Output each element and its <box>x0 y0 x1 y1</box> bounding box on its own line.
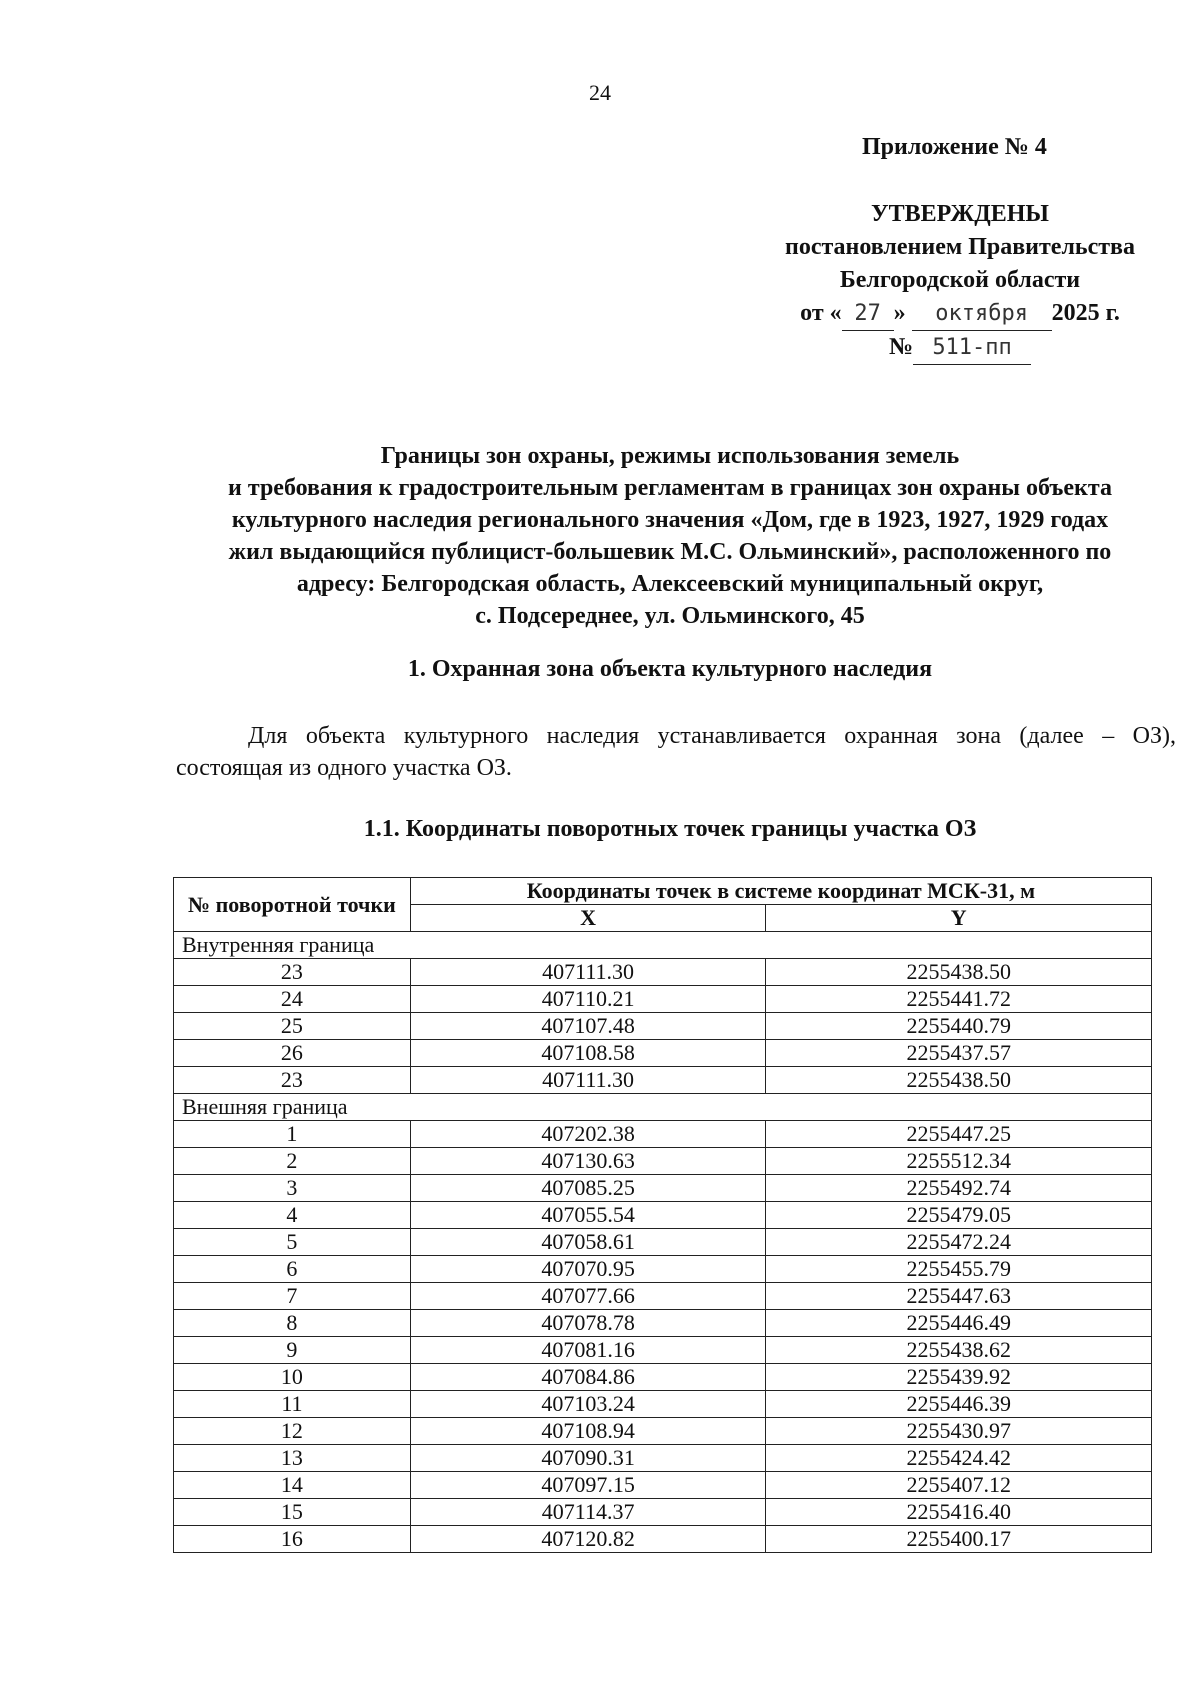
y-coordinate-cell: 2255441.72 <box>766 986 1152 1013</box>
table-row <box>174 1121 1152 1148</box>
y-coordinate-cell: 2255492.74 <box>766 1175 1152 1202</box>
y-coordinate-cell: 2255439.92 <box>766 1364 1152 1391</box>
point-number-cell: 25 <box>174 1013 411 1040</box>
title-line: Границы зон охраны, режимы использования земель <box>380 443 960 469</box>
y-coordinate-cell: 2255438.50 <box>766 959 1152 986</box>
point-number-cell: 15 <box>174 1499 411 1526</box>
point-number-cell: 1 <box>174 1121 411 1148</box>
y-coordinate-cell: 2255416.40 <box>766 1499 1152 1526</box>
point-number-cell: 9 <box>174 1337 411 1364</box>
x-coordinate-cell: 407202.38 <box>410 1121 766 1148</box>
table-row <box>174 1148 1152 1175</box>
point-number-cell: 12 <box>174 1418 411 1445</box>
x-coordinate-cell: 407108.58 <box>410 1040 766 1067</box>
x-coordinate-cell: 407107.48 <box>410 1013 766 1040</box>
point-number-cell: 26 <box>174 1040 411 1067</box>
y-coordinate-cell: 2255438.62 <box>766 1337 1152 1364</box>
point-number-cell: 8 <box>174 1310 411 1337</box>
x-coordinate-cell: 407120.82 <box>410 1526 766 1553</box>
y-coordinate-cell: 2255438.50 <box>766 1067 1152 1094</box>
x-coordinate-cell: 407111.30 <box>410 1067 766 1094</box>
point-number-cell: 7 <box>174 1283 411 1310</box>
title-line: адресу: Белгородская область, Алексеевский муниципальный округ, <box>296 571 1044 597</box>
y-coordinate-cell: 2255447.25 <box>766 1121 1152 1148</box>
point-number-cell: 23 <box>174 959 411 986</box>
coordinates-table <box>173 877 1152 1553</box>
group-row <box>174 932 1152 959</box>
table-body <box>174 932 1152 1553</box>
table-row <box>174 1391 1152 1418</box>
point-number-cell: 14 <box>174 1472 411 1499</box>
header-y: Y <box>766 905 1152 932</box>
x-coordinate-cell: 407097.15 <box>410 1472 766 1499</box>
point-number-cell: 5 <box>174 1229 411 1256</box>
point-number-cell: 4 <box>174 1202 411 1229</box>
table-row <box>174 1040 1152 1067</box>
table-row <box>174 1418 1152 1445</box>
y-coordinate-cell: 2255472.24 <box>766 1229 1152 1256</box>
point-number-cell: 24 <box>174 986 411 1013</box>
x-coordinate-cell: 407055.54 <box>410 1202 766 1229</box>
approved-by-line2: Белгородской области <box>839 267 1081 293</box>
table-row <box>174 986 1152 1013</box>
date-prefix: от « <box>800 300 842 326</box>
date-month: октября <box>912 297 1052 331</box>
table-row <box>174 1229 1152 1256</box>
x-coordinate-cell: 407058.61 <box>410 1229 766 1256</box>
date-year: 2025 г. <box>1051 300 1120 326</box>
table-row <box>174 1256 1152 1283</box>
y-coordinate-cell: 2255440.79 <box>766 1013 1152 1040</box>
y-coordinate-cell: 2255400.17 <box>766 1526 1152 1553</box>
table-row <box>174 1337 1152 1364</box>
y-coordinate-cell: 2255446.39 <box>766 1391 1152 1418</box>
table-row <box>174 1364 1152 1391</box>
table-row <box>174 1499 1152 1526</box>
x-coordinate-cell: 407130.63 <box>410 1148 766 1175</box>
table-row <box>174 1472 1152 1499</box>
y-coordinate-cell: 2255407.12 <box>766 1472 1152 1499</box>
header-x: X <box>410 905 766 932</box>
table-row <box>174 1283 1152 1310</box>
approved-by-line1: постановлением Правительства <box>784 234 1135 260</box>
title-line: и требования к градостроительным регламентам в границах зон охраны объекта <box>228 475 1112 501</box>
x-coordinate-cell: 407081.16 <box>410 1337 766 1364</box>
point-number-cell: 3 <box>174 1175 411 1202</box>
table-row <box>174 1067 1152 1094</box>
y-coordinate-cell: 2255437.57 <box>766 1040 1152 1067</box>
x-coordinate-cell: 407085.25 <box>410 1175 766 1202</box>
page-number: 24 <box>589 80 611 105</box>
date-day: 27 <box>842 297 894 331</box>
decree-number: 511-пп <box>913 331 1031 365</box>
header-coordinates: Координаты точек в системе координат МСК-31, м <box>410 878 1151 905</box>
x-coordinate-cell: 407077.66 <box>410 1283 766 1310</box>
point-number-cell: 16 <box>174 1526 411 1553</box>
point-number-cell: 11 <box>174 1391 411 1418</box>
y-coordinate-cell: 2255430.97 <box>766 1418 1152 1445</box>
table-row <box>174 1310 1152 1337</box>
approval-block <box>760 198 1160 365</box>
x-coordinate-cell: 407090.31 <box>410 1445 766 1472</box>
section-heading: 1. Охранная зона объекта культурного наследия <box>407 656 933 682</box>
point-number-cell: 2 <box>174 1148 411 1175</box>
x-coordinate-cell: 407108.94 <box>410 1418 766 1445</box>
y-coordinate-cell: 2255424.42 <box>766 1445 1152 1472</box>
table-row <box>174 1202 1152 1229</box>
group-label: Внутренняя граница <box>174 932 1152 959</box>
y-coordinate-cell: 2255479.05 <box>766 1202 1152 1229</box>
document-title <box>170 440 1170 632</box>
table-row <box>174 1013 1152 1040</box>
number-prefix: № <box>888 334 914 360</box>
x-coordinate-cell: 407103.24 <box>410 1391 766 1418</box>
group-row <box>174 1094 1152 1121</box>
point-number-cell: 23 <box>174 1067 411 1094</box>
approval-number <box>760 331 1160 365</box>
point-number-cell: 6 <box>174 1256 411 1283</box>
x-coordinate-cell: 407111.30 <box>410 959 766 986</box>
appendix-label: Приложение № 4 <box>862 134 1047 160</box>
table-row <box>174 1175 1152 1202</box>
x-coordinate-cell: 407070.95 <box>410 1256 766 1283</box>
point-number-cell: 13 <box>174 1445 411 1472</box>
body-paragraph: Для объекта культурного наследия устанавливается охранная зона (далее – ОЗ), состоящая из одного участка ОЗ. <box>176 723 1176 781</box>
y-coordinate-cell: 2255512.34 <box>766 1148 1152 1175</box>
table-row <box>174 1526 1152 1553</box>
group-label: Внешняя граница <box>174 1094 1152 1121</box>
x-coordinate-cell: 407078.78 <box>410 1310 766 1337</box>
title-line: жил выдающийся публицист-большевик М.С. Ольминский», расположенного по <box>228 539 1112 565</box>
approval-date <box>760 297 1160 331</box>
approved-heading: УТВЕРЖДЕНЫ <box>871 201 1049 227</box>
x-coordinate-cell: 407114.37 <box>410 1499 766 1526</box>
table-row <box>174 1445 1152 1472</box>
title-line: культурного наследия регионального значения «Дом, где в 1923, 1927, 1929 годах <box>231 507 1109 533</box>
point-number-cell: 10 <box>174 1364 411 1391</box>
table-row <box>174 959 1152 986</box>
table-heading: 1.1. Координаты поворотных точек границы участка ОЗ <box>363 816 977 842</box>
y-coordinate-cell: 2255447.63 <box>766 1283 1152 1310</box>
x-coordinate-cell: 407084.86 <box>410 1364 766 1391</box>
y-coordinate-cell: 2255446.49 <box>766 1310 1152 1337</box>
y-coordinate-cell: 2255455.79 <box>766 1256 1152 1283</box>
x-coordinate-cell: 407110.21 <box>410 986 766 1013</box>
date-mid: » <box>893 300 906 326</box>
title-line: с. Подсереднее, ул. Ольминского, 45 <box>475 603 865 629</box>
header-point-number: № поворотной точки <box>174 878 411 932</box>
